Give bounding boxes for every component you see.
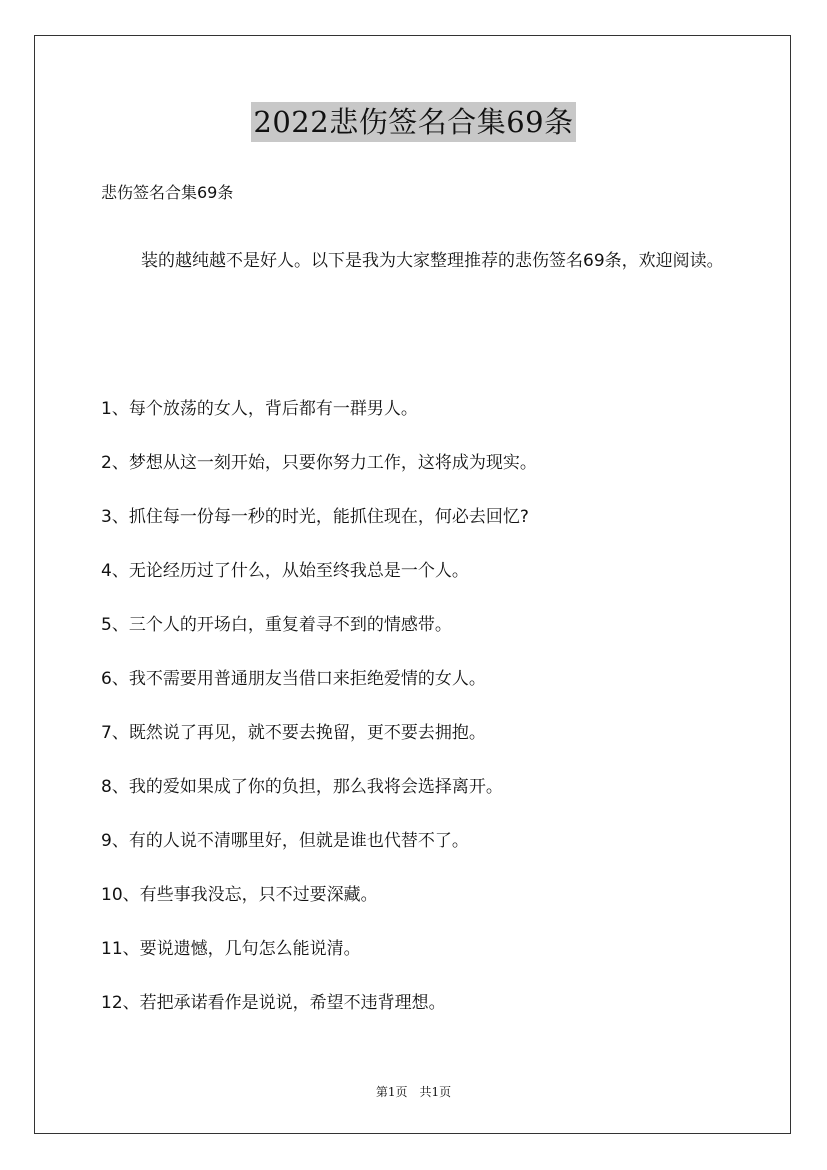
document-title: 2022悲伤签名合集69条 — [251, 102, 575, 142]
list-item: 10、有些事我没忘，只不过要深藏。 — [101, 885, 378, 905]
list-item: 3、抓住每一份每一秒的时光，能抓住现在，何必去回忆? — [101, 507, 529, 527]
page-footer: 第1页 共1页 — [375, 1085, 452, 1099]
list-item: 6、我不需要用普通朋友当借口来拒绝爱情的女人。 — [101, 669, 486, 689]
title-container — [0, 102, 827, 142]
list-item: 7、既然说了再见，就不要去挽留，更不要去拥抱。 — [101, 723, 486, 743]
document-subtitle: 悲伤签名合集69条 — [101, 183, 234, 202]
signature-list — [101, 394, 761, 1042]
list-item: 8、我的爱如果成了你的负担，那么我将会选择离开。 — [101, 777, 503, 797]
list-item: 5、三个人的开场白，重复着寻不到的情感带。 — [101, 615, 452, 635]
list-item: 12、若把承诺看作是说说，希望不违背理想。 — [101, 993, 446, 1013]
list-item: 9、有的人说不清哪里好，但就是谁也代替不了。 — [101, 831, 469, 851]
list-item: 4、无论经历过了什么，从始至终我总是一个人。 — [101, 561, 469, 581]
list-item: 2、梦想从这一刻开始，只要你努力工作，这将成为现实。 — [101, 453, 537, 473]
list-item: 1、每个放荡的女人，背后都有一群男人。 — [101, 399, 418, 419]
list-item: 11、要说遗憾，几句怎么能说清。 — [101, 939, 361, 959]
intro-paragraph: 装的越纯越不是好人。以下是我为大家整理推荐的悲伤签名69条，欢迎阅读。 — [141, 251, 724, 271]
